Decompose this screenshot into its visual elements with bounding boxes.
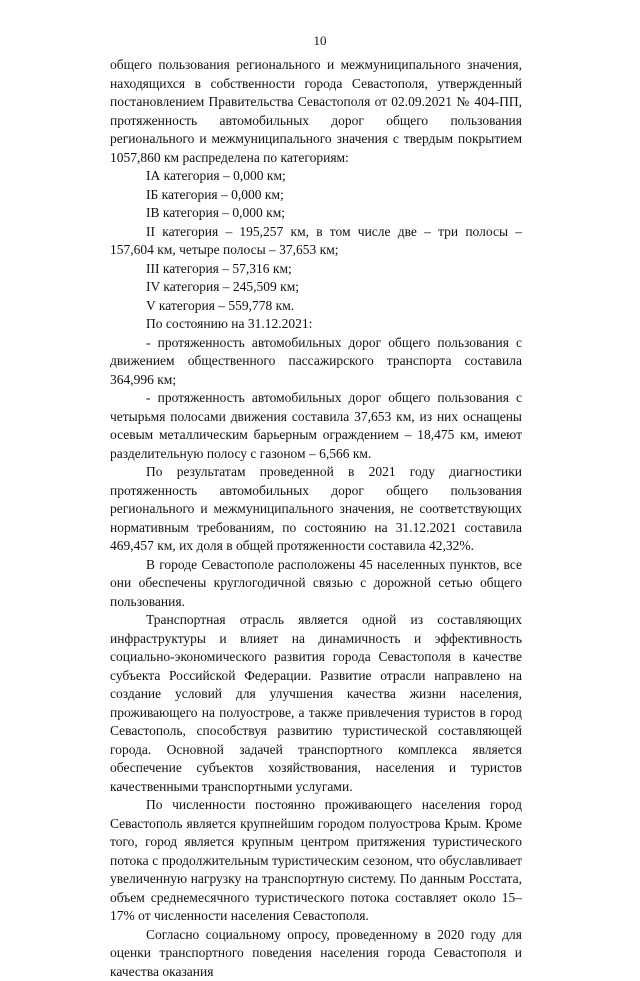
bullet-public-transport: - протяженность автомобильных дорог общего пользования с движением общественного пассажирского транспорта составила 364,996 км; xyxy=(110,334,522,390)
category-iv-b: IВ категория – 0,000 км; xyxy=(110,204,522,223)
paragraph-transport-sector: Транспортная отрасль является одной из составляющих инфраструктуры и влияет на динамичность и эффективность социально-экономического развития города Севастополя в качестве субъекта Российской Федерации. Развитие отрасли направлено на создание условий для улучшения качества жизни населения, проживающего на полуострове, а также привлечения туристов в город Севастополь, способствуя развитию туристической составляющей города. Основной задачей транспортного комплекса является обеспечение субъектов хозяйствования, населения и туристов качественными транспортными услугами. xyxy=(110,611,522,796)
category-ii: II категория – 195,257 км, в том числе две – три полосы – 157,604 км, четыре полосы – 37,653 км; xyxy=(110,223,522,260)
bullet-four-lanes: - протяженность автомобильных дорог общего пользования с четырьмя полосами движения составила 37,653 км, из них оснащены осевым металлическим барьерным ограждением – 18,475 км, имеют разделительную полосу с газоном – 6,566 км. xyxy=(110,389,522,463)
category-v: V категория – 559,778 км. xyxy=(110,297,522,316)
document-body xyxy=(110,56,522,981)
paragraph-intro: общего пользования регионального и межмуниципального значения, находящихся в собственности города Севастополя, утвержденный постановлением Правительства Севастополя от 02.09.2021 № 404-ПП, протяженность автомобильных дорог общего пользования регионального и межмуниципального значения с твердым покрытием 1057,860 км распределена по категориям: xyxy=(110,56,522,167)
status-date-line: По состоянию на 31.12.2021: xyxy=(110,315,522,334)
category-iv: IV категория – 245,509 км; xyxy=(110,278,522,297)
category-ia: IА категория – 0,000 км; xyxy=(110,167,522,186)
category-iii: III категория – 57,316 км; xyxy=(110,260,522,279)
paragraph-settlements: В городе Севастополе расположены 45 населенных пунктов, все они обеспечены круглогодичной связью с дорожной сетью общего пользования. xyxy=(110,556,522,612)
paragraph-diagnostics: По результатам проведенной в 2021 году диагностики протяженность автомобильных дорог общего пользования регионального и межмуниципального значения, не соответствующих нормативным требованиям, по состоянию на 31.12.2021 составила 469,457 км, их доля в общей протяженности составила 42,32%. xyxy=(110,463,522,556)
category-ib: IБ категория – 0,000 км; xyxy=(110,186,522,205)
paragraph-population: По численности постоянно проживающего населения город Севастополь является крупнейшим городом полуострова Крым. Кроме того, город является крупным центром притяжения туристического потока с продолжительным туристическим сезоном, что обуславливает увеличенную нагрузку на транспортную систему. По данным Росстата, объем среднемесячного туристического потока составляет около 15–17% от численности населения Севастополя. xyxy=(110,796,522,926)
page-number: 10 xyxy=(0,33,640,49)
paragraph-survey: Согласно социальному опросу, проведенному в 2020 году для оценки транспортного поведения населения города Севастополя и качества оказания xyxy=(110,926,522,981)
